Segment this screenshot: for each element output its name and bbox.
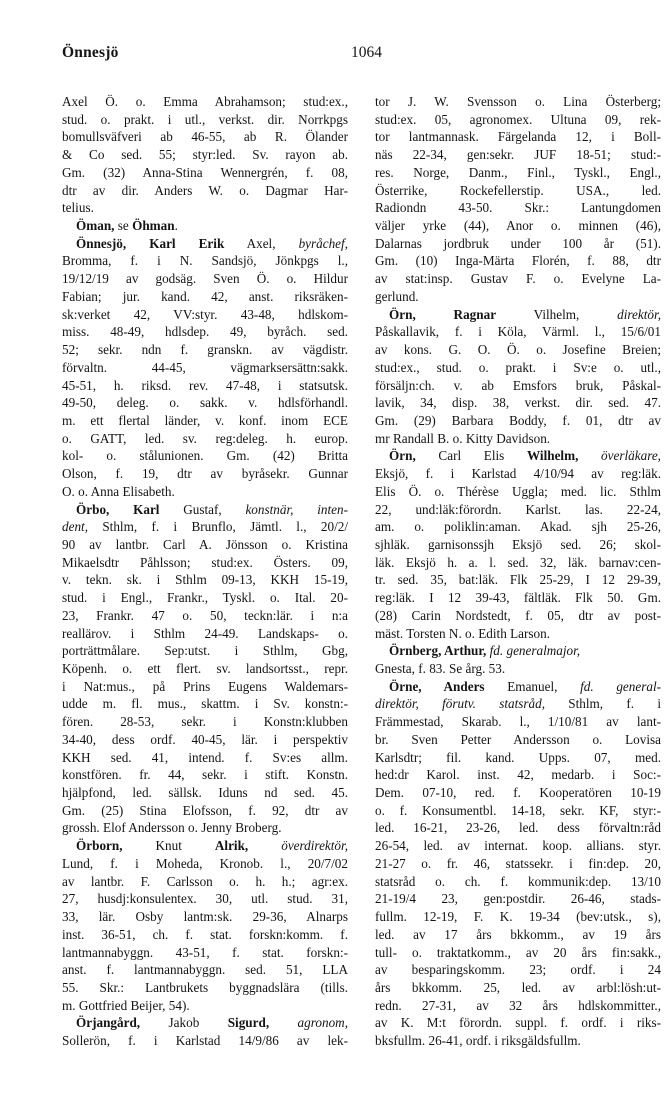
- entry-name-part: Wilhelm,: [526, 448, 579, 464]
- text-line: inst. 36-51, ch. f. stat. forskn:komm. f.: [62, 926, 348, 942]
- text-line: 90 av lantbr. Carl A. Jönsson o. Kristina: [62, 536, 348, 552]
- text-line: direktör, förutv. statsråd, Sthlm, f. i: [375, 696, 661, 712]
- entry-title: fd. generalmajor,: [486, 643, 581, 659]
- text-line: Karlsdtr; fil. kand. Upps. 07, med.: [375, 749, 661, 765]
- text-line: m. ett flertal länder, v. konf. inom ECE: [62, 412, 348, 428]
- text-line: am. o. poliklin:aman. Akad. sjh 25-26,: [375, 519, 661, 535]
- text-line: Lund, f. i Moheda, Kronob. l., 20/7/02: [62, 855, 348, 871]
- entry-heading-line: Önnesjö, Karl Erik Axel, byråchef,: [76, 235, 348, 251]
- entry-title: dent,: [62, 519, 89, 535]
- text-line: av stat:insp. Gustav F. o. Evelyne La-: [375, 271, 661, 287]
- text-line: porträttmålare. Sep:utst. i Sthlm, Gbg,: [62, 643, 348, 659]
- text-line: 49-50, deleg. o. sakk. v. hdlsförhandl.: [62, 395, 348, 411]
- text-line: försäljn:ch. v. ab Emsfors bruk, Påskal-: [375, 377, 661, 393]
- cross-reference: Öhman: [132, 218, 175, 234]
- entry-heading-line: Örjangård, Jakob Sigurd, agronom,: [76, 1015, 348, 1031]
- entry-heading-line: Örborn, Knut Alrik, överdirektör,: [76, 838, 348, 854]
- text-line: Axel Ö. o. Emma Abrahamson; stud:ex.,: [62, 94, 348, 109]
- text-line: sk:verket 42, VV:styr. 43-48, hdlskom-: [62, 306, 348, 322]
- entry-name-part: Sigurd,: [227, 1015, 270, 1031]
- left-column: [62, 93, 348, 1050]
- text-line: Dem. 07-10, red. f. Kooperatören 10-19: [375, 785, 661, 801]
- text-line: O. o. Anna Elisabeth.: [62, 483, 175, 499]
- text-line: res. Norge, Danm., Finl., Tyskl., Engl.,: [375, 164, 661, 180]
- text-line: 22, und:läk:förordn. Karlst. las. 22-24,: [375, 501, 661, 517]
- text-line: o. GATT, led. sv. reg:deleg. h. europ.: [62, 430, 348, 446]
- text-line: br. Sven Petter Andersson o. Lovisa: [375, 731, 661, 747]
- text-line: v. tekn. sk. i Sthlm 09-13, KKH 15-19,: [62, 572, 348, 588]
- text-line: miss. 48-49, hdlsdep. 49, byråch. sed.: [62, 324, 348, 340]
- text-line: udde m. fl. mus., skattm. i Sv. konstn:-: [62, 696, 348, 712]
- text-line: (28) Carin Nordstedt, f. 05, dtr av post-: [375, 607, 661, 623]
- text-line: Främmestad, Skarab. l., 1/10/81 av lant-: [375, 714, 661, 730]
- text-line: Elis Ö. o. Thérèse Uggla; med. lic. Sthlm: [375, 483, 661, 499]
- text-line: Dalarnas jordbruk under 100 år (51).: [375, 235, 661, 251]
- entry-title: fd. general-: [580, 678, 661, 694]
- text-line: dtr av dir. Anders W. o. Dagmar Har-: [62, 182, 348, 198]
- text-line: Österrike, Rockefellerstip. USA., led.: [375, 182, 661, 198]
- text-line: Gm. (10) Inga-Märta Florén, f. 88, dtr: [375, 253, 661, 269]
- entry-name: Örjangård,: [76, 1015, 141, 1031]
- text-line: lavik, 34, disp. 38, verkst. dir. sed. 47.: [375, 395, 661, 411]
- text-line: KKH sed. 41, intend. f. Sv:es allm.: [62, 749, 348, 765]
- entry-title: agronom,: [269, 1015, 348, 1031]
- text-line: av kons. G. O. Ö. o. Josefine Breien;: [375, 342, 661, 358]
- text-line: väljer yrke (44), Anor o. minnen (46),: [375, 218, 661, 234]
- text-line: tor lantmannask. Färgelanda 12, i Boll-: [375, 129, 661, 145]
- text-line: konstfören. fr. 44, sekr. i stift. Konstn.: [62, 767, 348, 783]
- text-line: 33, lär. Osby lantm:sk. 29-36, Alnarps: [62, 909, 348, 925]
- text-line: Mikaelsdtr Påhlsson; stud:ex. Östers. 09,: [62, 554, 348, 570]
- text-line: Gm. (25) Stina Elofsson, f. 92, dtr av: [62, 802, 348, 818]
- entry-heading-line: Öman, se Öhman.: [76, 218, 178, 234]
- text-line: fören. 28-53, sekr. i Konstn:klubben: [62, 714, 348, 730]
- text-line: Gnesta, f. 83. Se årg. 53.: [375, 661, 506, 676]
- text-line: grossh. Elof Andersson o. Jenny Broberg.: [62, 820, 282, 836]
- text-line: kol- o. stålunionen. Gm. (42) Britta: [62, 448, 348, 464]
- text-line: 21-19/4 23, gen:postdir. 26-46, stads-: [375, 891, 661, 907]
- text-line: m. Gottfried Beijer, 54).: [62, 997, 190, 1013]
- page-number: 1064: [351, 44, 382, 61]
- text-line: Olson, f. 19, dtr av byråsekr. Gunnar: [62, 466, 348, 482]
- entry-name: Örnberg, Arthur,: [389, 643, 487, 659]
- text-line: 52; sekr. ndn f. granskn. av vägdistr.: [62, 342, 348, 358]
- text-line: Påskallavik, f. i Köla, Värml. l., 15/6/01: [375, 324, 661, 340]
- text-line: Radiondn 43-50. Skr.: Lantungdomen: [375, 200, 661, 216]
- text-columns: [62, 93, 660, 1083]
- text-line: 45-51, h. riksd. rev. 47-48, i statsutsk.: [62, 377, 348, 393]
- text-line: tull- o. traktatkomm., av 20 års fin:sakk.,: [375, 944, 661, 960]
- entry-title: överdirektör,: [248, 838, 348, 854]
- entry-title: direktör, förutv. statsråd,: [375, 696, 545, 712]
- text-line: Bromma, f. i N. Sandsjö, Jönkpgs l.,: [62, 253, 348, 269]
- text-line: mr Randall B. o. Kitty Davidson.: [375, 430, 551, 446]
- text-line: dent, Sthlm, f. i Brunflo, Jämtl. l., 20/2/: [62, 519, 348, 535]
- running-head: Önnesjö: [62, 44, 119, 61]
- text-line: o. f. Konsumentbl. 14-18, sekr. KF, styr:-: [375, 802, 661, 818]
- text-line: bksfullm. 26-41, ordf. i riksgäldsfullm.: [375, 1033, 581, 1049]
- entry-name: Öman,: [76, 218, 115, 234]
- text-line: hed:dr Karol. inst. 42, medarb. i Soc:-: [375, 767, 661, 783]
- entry-name: Örn,: [389, 448, 416, 464]
- text-line: stud:ex. 05, agronomex. Ultuna 09, rek-: [375, 111, 661, 127]
- text-line: Fabian; jur. kand. 42, anst. riksräken-: [62, 288, 348, 304]
- text-line: telius.: [62, 200, 94, 216]
- text-line: led. av 17 års bkkomm., av 19 års: [375, 926, 661, 942]
- text-line: anst. f. lantmannabyggn. sed. 51, LLA: [62, 962, 348, 978]
- page-header: [62, 44, 622, 70]
- text-line: års bkkomm. 25, led. av arbl:lösh:ut-: [375, 979, 661, 995]
- entry-title: konstnär, inten-: [245, 501, 348, 517]
- text-line: reg:läk. I 12 39-43, fältläk. Flk 50. Gm.: [375, 590, 661, 606]
- text-line: lantmannabyggn. 43-51, f. stat. forskn:-: [62, 944, 348, 960]
- entry-title: överläkare,: [578, 448, 661, 464]
- text-line: 34-40, dess ordf. 40-45, lär. i perspektiv: [62, 731, 348, 747]
- text-line: 23, Frankr. 47 o. 50, teckn:lär. i n:a: [62, 607, 348, 623]
- entry-heading-line: Örne, Anders Emanuel, fd. general-: [389, 678, 661, 694]
- text-line: gerlund.: [375, 288, 419, 304]
- entry-heading-line: Örn, Ragnar Vilhelm, direktör,: [389, 306, 661, 322]
- text-line: led. 16-21, 23-26, led. dess förvaltn:råd: [375, 820, 661, 836]
- entry-name: Örborn,: [76, 838, 123, 854]
- right-column: [375, 93, 661, 1050]
- text-line: näs 22-34, gen:sekr. JUF 18-51; stud:-: [375, 147, 661, 163]
- text-line: redn. 27-31, av 32 års hdlskommitter.,: [375, 997, 661, 1013]
- text-line: förvaltn. 44-45, vägmarksersättn:sakk.: [62, 359, 348, 375]
- text-line: hjälpfond, led. sällsk. Iduns nd sed. 45.: [62, 785, 348, 801]
- entry-name-part: Alrik,: [214, 838, 249, 854]
- entry-title: direktör,: [617, 306, 661, 322]
- entry-name: Örbo, Karl: [76, 501, 160, 517]
- text-line: 21-27 o. fr. 46, statssekr. i fin:dep. 20,: [375, 855, 661, 871]
- text-line: stud:ex., stud. o. prakt. i Sv:e o. utl.,: [375, 359, 661, 375]
- text-line: 26-54, led. av internat. koop. allians. styr.: [375, 838, 661, 854]
- text-line: reallärov. i Sthlm 24-49. Landskaps- o.: [62, 625, 348, 641]
- entry-name: Önnesjö, Karl Erik: [76, 235, 225, 251]
- entry-name: Örn, Ragnar: [389, 306, 497, 322]
- text-line: stud. o. prakt. i utl., verkst. dir. Norrkpgs: [62, 111, 348, 127]
- text-line: Eksjö, f. i Karlstad 4/10/94 av reg:läk.: [375, 466, 661, 482]
- entry-heading-line: Örbo, Karl Gustaf, konstnär, inten-: [76, 501, 348, 517]
- text-line: av lantbr. F. Carlsson o. h. h.; agr:ex.: [62, 873, 348, 889]
- text-line: av besparingskomm. 23; ordf. i 24: [375, 962, 661, 978]
- text-line: mäst. Torsten N. o. Edith Larson.: [375, 625, 551, 641]
- entry-heading-line: Örn, Carl Elis Wilhelm, överläkare,: [389, 448, 661, 464]
- entry-heading-line: [375, 642, 661, 660]
- text-line: tor J. W. Svensson o. Lina Österberg;: [375, 94, 661, 109]
- text-line: 19/12/19 av godsäg. Sven Ö. o. Hildur: [62, 271, 348, 287]
- entry-name: Örne, Anders: [389, 678, 485, 694]
- text-line: stud. i Engl., Frankr., Tyskl. o. Ital. 20-: [62, 590, 348, 606]
- text-line: läk. Eksjö h. a. l. sed. 32, läk. barnav:cen-: [375, 554, 661, 570]
- text-line: & Co sed. 55; styr:led. Sv. rayon ab.: [62, 147, 348, 163]
- text-line: bomullsväfveri ab 46-55, ab R. Ölander: [62, 129, 348, 145]
- text-line: Sollerön, f. i Karlstad 14/9/86 av lek-: [62, 1033, 348, 1049]
- text-line: statsråd o. ch. f. kommunik:dep. 13/10: [375, 873, 661, 889]
- text-line: 55. Skr.: Lantbrukets byggnadslära (tills.: [62, 979, 348, 995]
- text-line: Köpenh. o. ett flert. sv. landsortsst., repr.: [62, 661, 348, 676]
- text-line: i Nat:mus., på Prins Eugens Waldemars-: [62, 678, 348, 694]
- text-line: sjhläk. garnisonssjh Eksjö sed. 26; skol-: [375, 536, 661, 552]
- text-line: 27, husdj:konsulentex. 30, utl. stud. 31,: [62, 891, 348, 907]
- entry-title: byråchef,: [298, 235, 348, 251]
- text-line: av K. M:t förordn. suppl. f. ordf. i riks-: [375, 1015, 661, 1031]
- text-line: Gm. (29) Barbara Boddy, f. 01, dtr av: [375, 412, 661, 428]
- text-line: tr. sed. 35, bat:läk. Flk 25-29, I 12 29-39,: [375, 572, 661, 588]
- text-line: Gm. (32) Anna-Stina Wennergrén, f. 08,: [62, 164, 348, 180]
- text-line: fullm. 12-19, F. K. 19-34 (bev:utsk., s),: [375, 909, 661, 925]
